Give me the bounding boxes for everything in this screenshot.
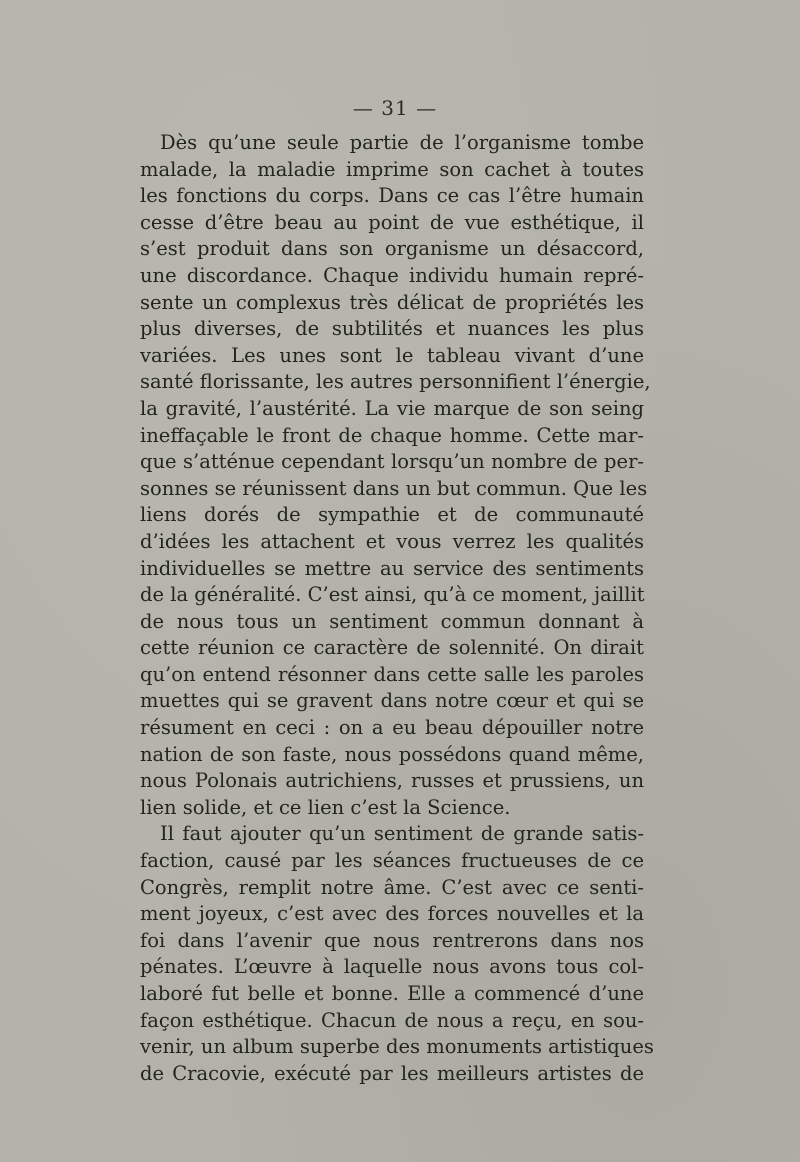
text-line: Congrès, remplit notre âme. C’est avec ce senti- <box>140 875 644 899</box>
text-line: nous Polonais autrichiens, russes et prussiens, un <box>140 769 644 793</box>
text-line: pénates. L’œuvre à laquelle nous avons tous col- <box>140 955 644 979</box>
text-line: ineffaçable le front de chaque homme. Cette mar- <box>140 423 644 447</box>
text-line: foi dans l’avenir que nous rentrerons dans nos <box>140 928 644 952</box>
text-line: que s’atténue cependant lorsqu’un nombre de per- <box>140 450 644 474</box>
text-line: les fonctions du corps. Dans ce cas l’être humain <box>140 184 644 208</box>
text-line: malade, la maladie imprime son cachet à toutes <box>140 157 644 181</box>
text-line: ment joyeux, c’est avec des forces nouvelles et la <box>140 902 644 926</box>
text-line: plus diverses, de subtilités et nuances les plus <box>140 317 644 341</box>
text-line: santé florissante, les autres personnifient l’énergie, <box>140 370 651 394</box>
text-line: d’idées les attachent et vous verrez les qualités <box>140 529 644 553</box>
text-line: qu’on entend résonner dans cette salle les paroles <box>140 662 644 686</box>
text-line: venir, un album superbe des monuments artistiques <box>140 1035 654 1059</box>
text-line: la gravité, l’austérité. La vie marque de son seing <box>140 396 644 420</box>
text-line: variées. Les unes sont le tableau vivant d’une <box>140 343 644 367</box>
text-line: sonnes se réunissent dans un but commun. Que les <box>140 476 648 500</box>
text-line: s’est produit dans son organisme un désaccord, <box>140 237 644 261</box>
text-line: laboré fut belle et bonne. Elle a commencé d’une <box>140 982 644 1005</box>
text-line: de nous tous un sentiment commun donnant à <box>140 609 644 633</box>
text-line: une discordance. Chaque individu humain repré- <box>140 263 644 287</box>
text-line: faction, causé par les séances fructueuses de ce <box>140 849 644 873</box>
text-line: de Cracovie, exécuté par les meilleurs artistes de <box>140 1061 644 1085</box>
text-line: résument en ceci : on a eu beau dépouiller notre <box>140 716 644 740</box>
text-line: sente un complexus très délicat de propriétés les <box>140 290 644 314</box>
text-line: cette réunion ce caractère de solennité. On dirait <box>140 636 644 660</box>
text-line: muettes qui se gravent dans notre cœur et qui se <box>140 689 644 713</box>
text-line: lien solide, et ce lien c’est la Science. <box>140 795 511 819</box>
text-line: Dès qu’une seule partie de l’organisme tombe <box>160 131 644 154</box>
text-line: individuelles se mettre au service des sentiments <box>140 556 644 580</box>
text-line: façon esthétique. Chacun de nous a reçu, en sou- <box>140 1008 644 1032</box>
text-line: Il faut ajouter qu’un sentiment de grande satis- <box>160 822 644 846</box>
page-number: — 31 — <box>352 96 438 120</box>
body-text <box>140 130 654 1087</box>
text-line: liens dorés de sympathie et de communauté <box>140 503 644 527</box>
text-line: cesse d’être beau au point de vue esthétique, il <box>140 210 644 234</box>
text-line: nation de son faste, nous possédons quand même, <box>140 742 644 766</box>
text-line: de la généralité. C’est ainsi, qu’à ce moment, jaillit <box>140 583 645 607</box>
